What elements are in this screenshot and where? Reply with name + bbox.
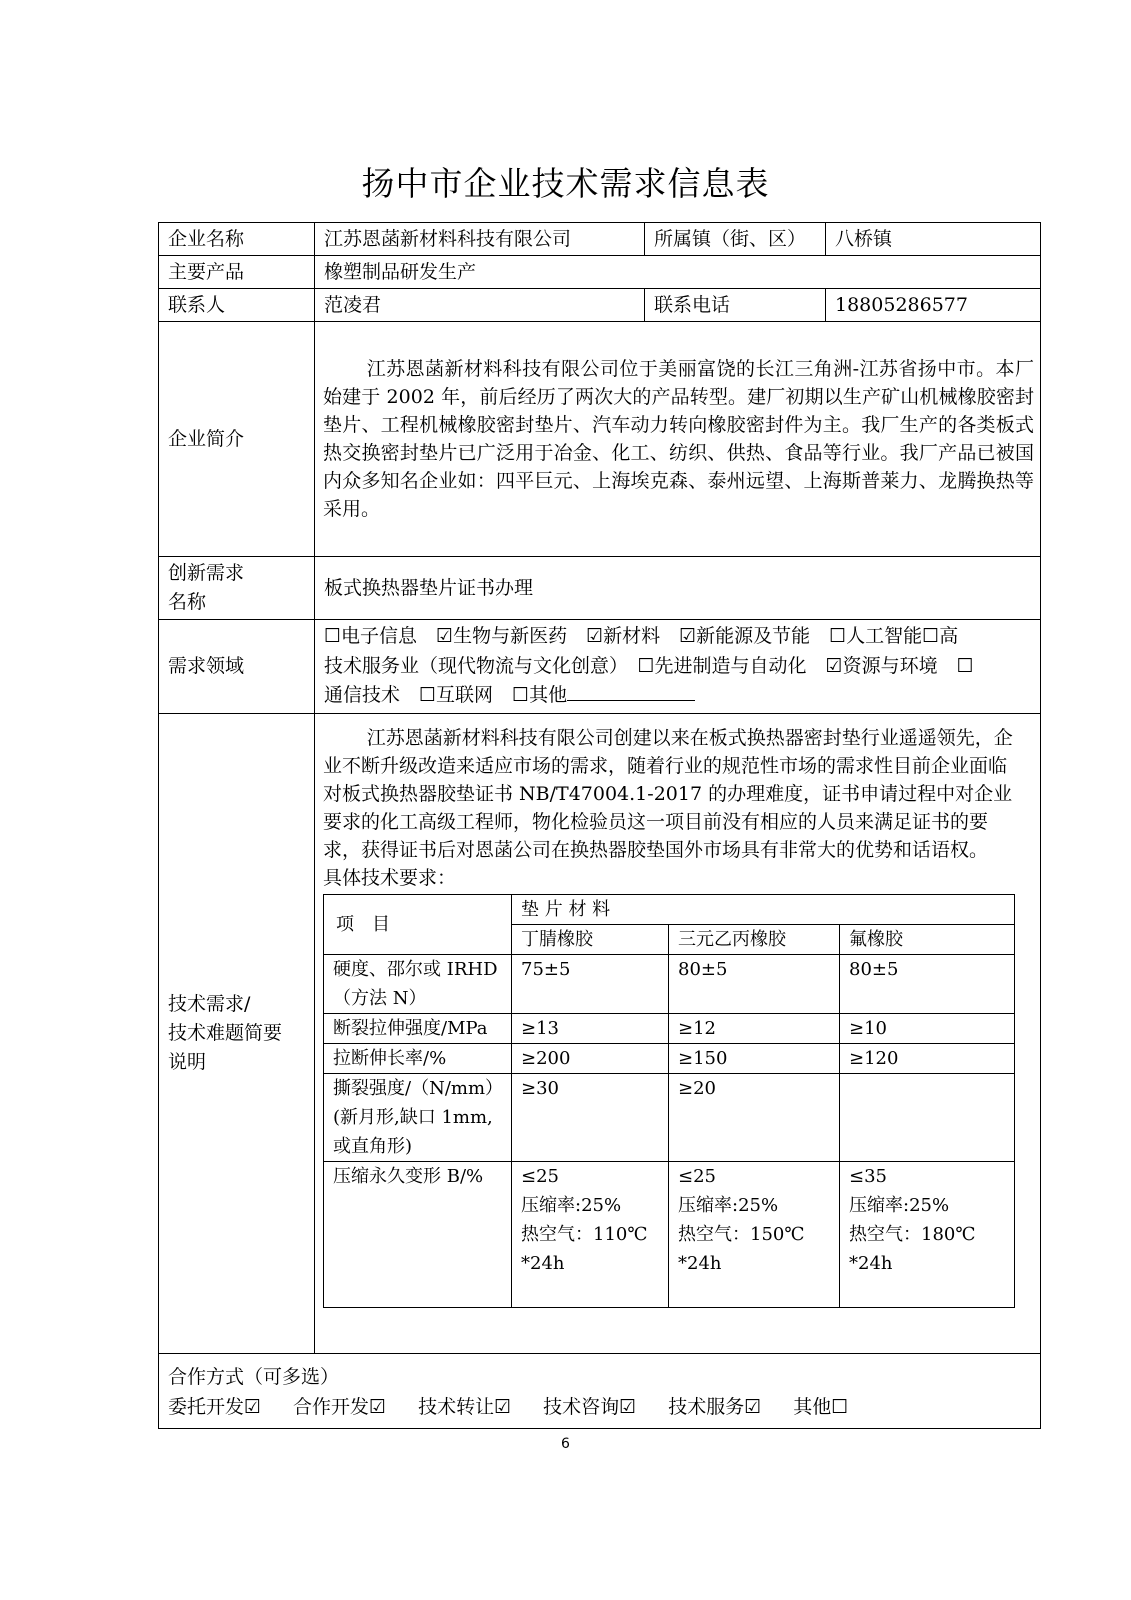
demand-label-2: 名称 xyxy=(168,591,207,613)
material-header-cell: 丁腈橡胶 xyxy=(512,924,669,954)
products-label: 主要产品 xyxy=(159,256,315,289)
intro-label: 企业简介 xyxy=(159,322,315,557)
cooperation-option: 技术转让☑ xyxy=(418,1395,512,1418)
spec-item: 拉断伸长率/% xyxy=(324,1043,512,1073)
fields-line-3: 通信技术 ☐互联网 ☐其他 xyxy=(324,684,568,706)
spec-item: 断裂拉伸强度/MPa xyxy=(324,1013,512,1043)
intro-text: 江苏恩菡新材料科技有限公司位于美丽富饶的长江三角洲-江苏省扬中市。本厂始建于 2002 年，前后经历了两次大的产品转型。建厂初期以生产矿山机械橡胶密封垫片、工程机械橡胶密封垫片、汽车动力转向橡胶密封件为主。我厂生产的各类板式热交换密封垫片已广泛用于冶金、化工、纺织、供热、食品等行业。我厂产品已被国内众多知名企业如：四平巨元、上海埃克森、泰州远望、上海斯普莱力、龙腾换热等采用。 xyxy=(323,358,1034,520)
phone-label: 联系电话 xyxy=(645,289,826,322)
info-table xyxy=(158,222,1041,1429)
contact-label: 联系人 xyxy=(159,289,315,322)
demand-name: 板式换热器垫片证书办理 xyxy=(315,557,1041,620)
cooperation-option: 技术服务☑ xyxy=(668,1395,762,1418)
tech-sub-label: 具体技术要求： xyxy=(323,866,457,889)
town-label: 所属镇（街、区） xyxy=(645,223,826,256)
tech-label: 技术需求/ xyxy=(168,992,251,1015)
cooperation-label: 合作方式（可多选） xyxy=(168,1365,340,1388)
spec-value: ≥10 xyxy=(840,1013,1015,1043)
spec-value: ≥30 xyxy=(512,1073,669,1161)
phone: 18805286577 xyxy=(826,289,1041,322)
company-name: 江苏恩菡新材料科技有限公司 xyxy=(315,223,645,256)
spec-value: 80±5 xyxy=(669,954,840,1013)
fields-line-1: ☐电子信息 ☑生物与新医药 ☑新材料 ☑新能源及节能 ☐人工智能☐高 xyxy=(324,625,959,647)
spec-row xyxy=(324,1161,1015,1307)
spec-value: ≥150 xyxy=(669,1043,840,1073)
spec-item: 撕裂强度/（N/mm）(新月形,缺口 1mm,或直角形) xyxy=(324,1073,512,1161)
spec-row xyxy=(324,1043,1015,1073)
tech-text: 江苏恩菡新材料科技有限公司创建以来在板式换热器密封垫行业遥遥领先，企业不断升级改造来适应市场的需求，随着行业的规范性市场的需求性目前企业面临对板式换热器胶垫证书 NB/T47004.1-2017 的办理难度，证书申请过程中对企业要求的化工高级工程师，物化检验员这一项目前没有相应的人员来满足证书的要求，获得证书后对恩菡公司在换热器胶垫国外市场具有非常大的优势和话语权。 xyxy=(323,726,1013,861)
page-title: 扬中市企业技术需求信息表 xyxy=(361,164,770,203)
demand-label: 创新需求 xyxy=(168,562,245,584)
spec-value: 80±5 xyxy=(840,954,1015,1013)
spec-value xyxy=(840,1073,1015,1161)
cooperation-option: 技术咨询☑ xyxy=(543,1395,637,1418)
spec-value: ≥120 xyxy=(840,1043,1015,1073)
spec-row xyxy=(324,1013,1015,1043)
cooperation-options xyxy=(168,1392,1031,1422)
spec-item: 压缩永久变形 B/% xyxy=(324,1161,512,1307)
spec-value: ≤25 压缩率:25% 热空气：150℃ *24h xyxy=(669,1161,840,1307)
item-header: 项 目 xyxy=(324,894,512,954)
spec-row xyxy=(324,954,1015,1013)
tech-label-2: 技术难题简要 xyxy=(168,1021,283,1044)
material-header: 垫 片 材 料 xyxy=(512,894,1015,924)
cooperation-option: 委托开发☑ xyxy=(168,1395,262,1418)
cooperation-option: 其他☐ xyxy=(793,1395,849,1418)
fields-label: 需求领域 xyxy=(159,620,315,714)
cooperation-option: 合作开发☑ xyxy=(293,1395,387,1418)
material-header-cell: 三元乙丙橡胶 xyxy=(669,924,840,954)
spec-value: ≥20 xyxy=(669,1073,840,1161)
products: 橡塑制品研发生产 xyxy=(315,256,1041,289)
material-header-cell: 氟橡胶 xyxy=(840,924,1015,954)
contact: 范凌君 xyxy=(315,289,645,322)
tech-label-3: 说明 xyxy=(168,1050,207,1073)
fields-line-2: 技术服务业（现代物流与文化创意） ☐先进制造与自动化 ☑资源与环境 ☐ xyxy=(324,654,974,677)
spec-value: ≥13 xyxy=(512,1013,669,1043)
town: 八桥镇 xyxy=(826,223,1041,256)
spec-value: ≥12 xyxy=(669,1013,840,1043)
spec-row xyxy=(324,1073,1015,1161)
spec-value: ≥200 xyxy=(512,1043,669,1073)
other-blank xyxy=(567,682,695,701)
spec-table xyxy=(323,894,1015,1308)
page-number: 6 xyxy=(561,1436,570,1452)
company-name-label: 企业名称 xyxy=(159,223,315,256)
spec-item: 硬度、邵尔或 IRHD（方法 N） xyxy=(324,954,512,1013)
spec-value: 75±5 xyxy=(512,954,669,1013)
spec-value: ≤25 压缩率:25% 热空气：110℃ *24h xyxy=(512,1161,669,1307)
spec-value: ≤35 压缩率:25% 热空气：180℃ *24h xyxy=(840,1161,1015,1307)
